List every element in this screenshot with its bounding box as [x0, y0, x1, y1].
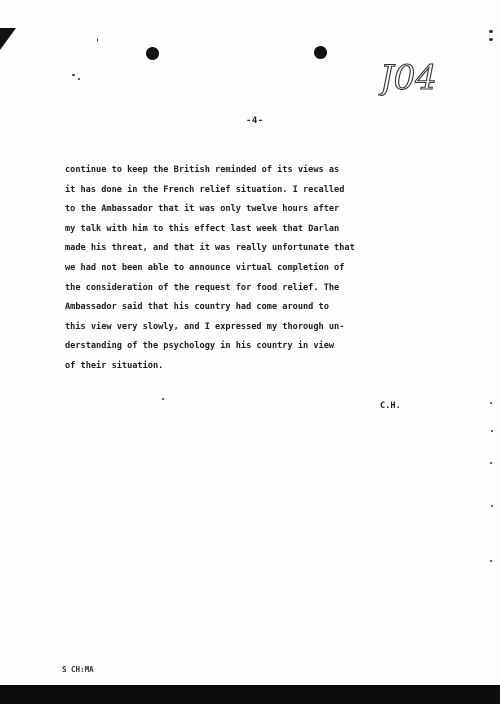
body-line: continue to keep the British reminded of its views as	[65, 165, 340, 175]
file-reference: S CH:MA	[62, 665, 94, 674]
page-number: -4-	[246, 116, 264, 126]
speck	[489, 30, 493, 33]
body-line: my talk with him to this effect last week that Darlan	[65, 223, 340, 234]
body-line: the consideration of the request for food relief. The	[65, 282, 340, 293]
speck	[491, 430, 493, 432]
signature-initials: C.H.	[380, 401, 401, 411]
body-line: to the Ambassador that it was only twelve hours after	[65, 204, 340, 215]
punch-hole-right	[314, 46, 327, 59]
body-line: of their situation.	[65, 360, 164, 371]
speck	[489, 38, 493, 41]
speck	[72, 74, 75, 76]
letter-body	[65, 161, 450, 377]
speck	[490, 462, 492, 464]
body-line: derstanding of the psychology in his country in view	[65, 341, 335, 352]
corner-mark	[0, 28, 16, 50]
speck	[490, 402, 492, 404]
speck	[491, 505, 493, 507]
speck	[490, 560, 492, 562]
body-line: it has done in the French relief situation. I recalled	[65, 184, 345, 195]
speck	[78, 78, 80, 80]
body-line: made his threat, and that it was really unfortunate that	[65, 243, 355, 254]
body-line: Ambassador said that his country had come around to	[65, 302, 329, 313]
scan-bottom-border	[0, 685, 500, 704]
body-line: this view very slowly, and I expressed my thorough un-	[65, 321, 345, 332]
punch-hole-left	[146, 47, 159, 60]
speck	[97, 38, 98, 42]
handwritten-page-number	[378, 56, 474, 96]
body-line: we had not been able to announce virtual completion of	[65, 262, 345, 273]
handwritten-number-text: J04	[380, 58, 437, 96]
speck	[162, 398, 164, 400]
